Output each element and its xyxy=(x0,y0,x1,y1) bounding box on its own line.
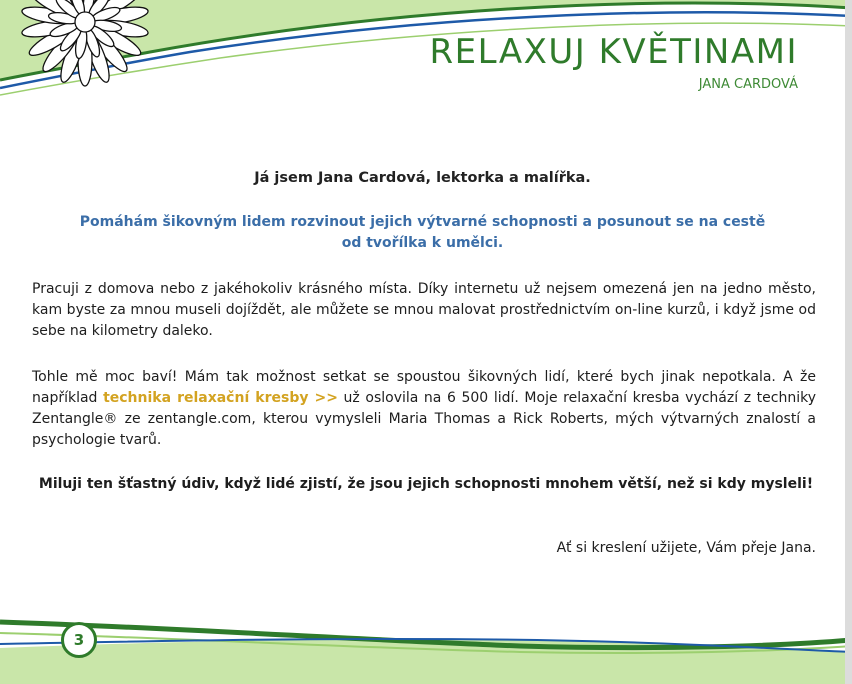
intro-heading: Já jsem Jana Cardová, lektorka a malířka. xyxy=(254,170,591,186)
page-edge xyxy=(845,0,852,684)
paragraph-2-start: Tohle mě moc baví! Mám tak možnost setkat se spoustou šikovných lidí, které bych jinak nepotkala. A že například xyxy=(32,369,816,406)
bottom-wave xyxy=(0,622,852,684)
paragraph-1: Pracuji z domova nebo z jakéhokoliv krásného místa. Díky internetu už nejsem omezená jen na jedno město, kam byste za mnou museli dojíždět, ale můžete se mnou malovat prostřednictvím on-line kurzů, i když jsme od sebe na kilometry daleko. xyxy=(32,281,816,339)
page-number-badge: 3 xyxy=(61,622,97,658)
document-title: RELAXUJ KVĚTINAMI xyxy=(429,32,798,72)
lead-text xyxy=(60,212,785,254)
highlight-sentence: Miluji ten šťastný údiv, když lidé zjistí, že jsou jejich schopnosti mnohem větší, než si kdy mysleli! xyxy=(38,476,814,492)
signature: Ať si kreslení užijete, Vám přeje Jana. xyxy=(556,540,816,556)
paragraph-2-end: už oslovila na 6 500 lidí. Moje relaxační kresba vychází z techniky Zentangle® ze zentangle.com, kterou vymysleli Maria Thomas a Rick Roberts, mých výtvarných znalostí a psychologie tvarů. xyxy=(32,390,816,448)
technique-link[interactable]: technika relaxační kresby >> xyxy=(103,390,338,406)
lead-line-2: od tvořílka k umělci. xyxy=(341,235,504,251)
paragraph-2 xyxy=(32,367,816,451)
lead-line-1: Pomáhám šikovným lidem rozvinout jejich výtvarné schopnosti a posunout se na cestě xyxy=(79,214,766,230)
author-name: JANA CARDOVÁ xyxy=(698,77,798,92)
